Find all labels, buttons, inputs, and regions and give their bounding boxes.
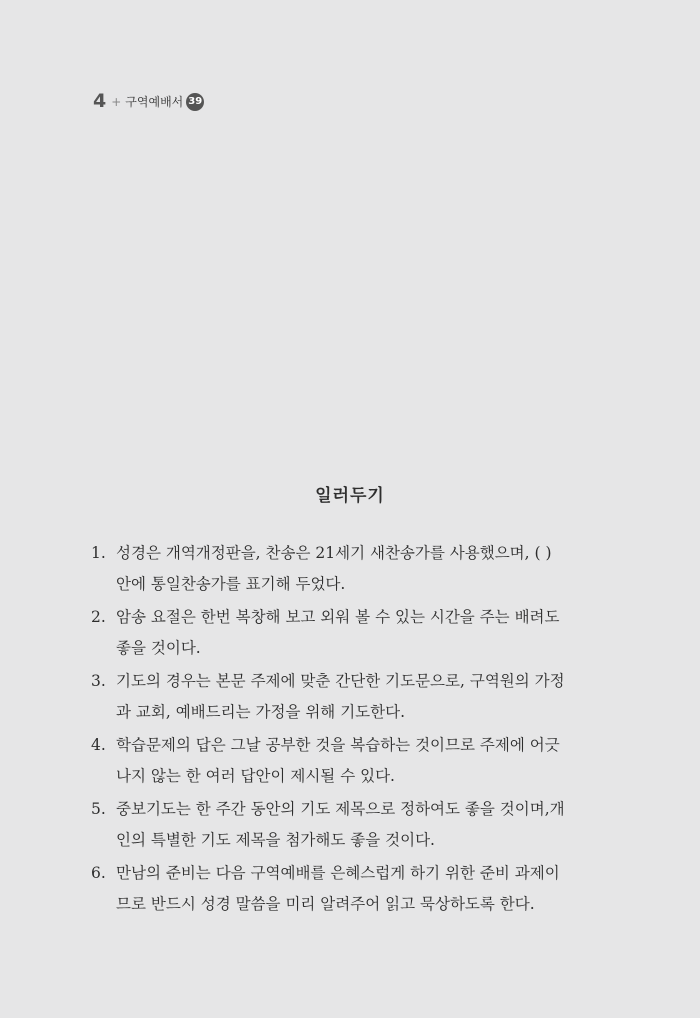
list-item xyxy=(91,666,591,728)
item-text: 암송 요절은 한번 복창해 보고 외워 볼 수 있는 시간을 주는 배려도 좋을 것이다. xyxy=(116,608,560,657)
list-item xyxy=(91,858,591,920)
list-item xyxy=(91,794,591,856)
item-number: 1. xyxy=(91,544,106,562)
page-number: 4 xyxy=(93,90,107,112)
running-header xyxy=(93,92,204,111)
item-text: 중보기도는 한 주간 동안의 기도 제목으로 정하여도 좋을 것이며,개 인의 특별한 기도 제목을 첨가해도 좋을 것이다. xyxy=(116,800,565,849)
list-item xyxy=(91,602,591,664)
item-text: 만남의 준비는 다음 구역예배를 은혜스럽게 하기 위한 준비 과제이 므로 반드시 성경 말씀을 미리 알려주어 읽고 묵상하도록 한다. xyxy=(116,864,560,913)
item-number: 4. xyxy=(91,736,106,754)
header-separator: + xyxy=(111,94,122,109)
item-number: 2. xyxy=(91,608,106,626)
item-number: 6. xyxy=(91,864,106,882)
item-number: 5. xyxy=(91,800,106,818)
item-number: 3. xyxy=(91,672,106,690)
notes-heading: 일러두기 xyxy=(315,486,385,506)
list-item xyxy=(91,538,591,600)
item-text: 학습문제의 답은 그날 공부한 것을 복습하는 것이므로 주제에 어긋 나지 않는 한 여러 답안이 제시될 수 있다. xyxy=(116,736,560,785)
list-item xyxy=(91,730,591,792)
item-text: 기도의 경우는 본문 주제에 맞춘 간단한 기도문으로, 구역원의 가정 과 교회, 예배드리는 가정을 위해 기도한다. xyxy=(116,672,565,721)
item-text: 성경은 개역개정판을, 찬송은 21세기 새찬송가를 사용했으며, ( ) 안에 통일찬송가를 표기해 두었다. xyxy=(116,544,552,593)
notes-list xyxy=(91,538,591,922)
volume-badge: 39 xyxy=(186,93,204,111)
series-title: 구역예배서 xyxy=(125,94,184,109)
